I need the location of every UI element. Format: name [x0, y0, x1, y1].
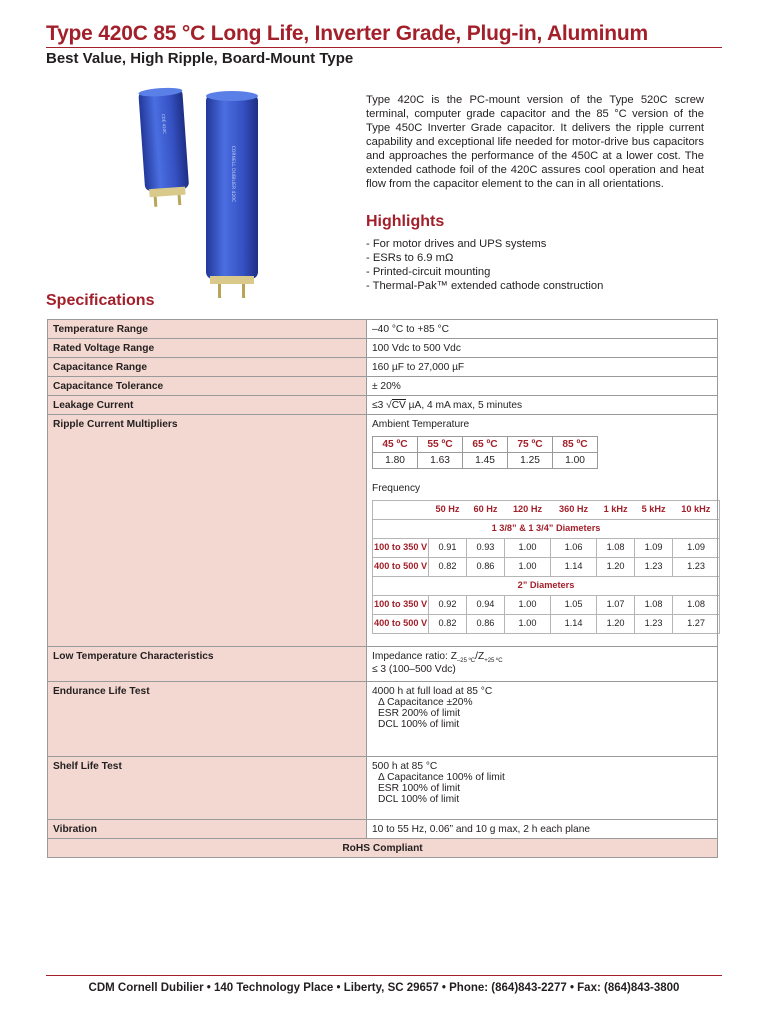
freq-cell: 1.14: [551, 615, 597, 634]
highlight-item: - Thermal-Pak™ extended cathode construction: [366, 280, 604, 292]
endurance-line: DCL 100% of limit: [378, 719, 460, 731]
svg-text:CDE 420C: CDE 420C: [160, 113, 168, 135]
ambient-value: 1.63: [418, 453, 463, 469]
highlight-item: - Printed-circuit mounting: [366, 266, 491, 278]
leakage-suffix: µA, 4 mA max, 5 minutes: [405, 400, 523, 411]
ambient-value: 1.00: [553, 453, 598, 469]
spec-row: [48, 757, 718, 820]
shelf-line: Δ Capacitance 100% of limit: [378, 772, 505, 784]
ambient-header: 45 ºC: [373, 437, 418, 453]
freq-header: 120 Hz: [504, 501, 550, 520]
freq-cell: 1.08: [673, 596, 720, 615]
freq-cell: 1.09: [673, 539, 720, 558]
ambient-header: 75 ºC: [508, 437, 553, 453]
frequency-label: Frequency: [372, 483, 421, 494]
freq-cell: 1.27: [673, 615, 720, 634]
freq-header: 60 Hz: [466, 501, 504, 520]
spec-value: [367, 415, 718, 647]
freq-cell: 0.91: [429, 539, 467, 558]
leakage-prefix: ≤3: [372, 400, 387, 411]
freq-header: 10 kHz: [673, 501, 720, 520]
spec-row: [48, 396, 718, 415]
freq-section-heading: 2” Diameters: [373, 577, 720, 596]
endurance-line: Δ Capacitance ±20%: [378, 697, 473, 709]
footer-contact: CDM Cornell Dubilier • 140 Technology Place • Liberty, SC 29657 • Phone: (864)843-2277 • Fax: (864)843-3800: [88, 982, 680, 994]
freq-cell: 0.86: [466, 615, 504, 634]
freq-cell: 1.00: [504, 596, 550, 615]
spec-label: Ripple Current Multipliers: [48, 415, 367, 647]
spec-value: [367, 396, 718, 415]
footer-divider: [46, 975, 722, 976]
spec-label: Capacitance Tolerance: [48, 377, 367, 396]
freq-cell: 1.08: [597, 539, 635, 558]
freq-corner: [373, 501, 429, 520]
specifications-table: [47, 319, 718, 858]
ambient-header: 85 ºC: [553, 437, 598, 453]
spec-value: [367, 647, 718, 682]
spec-value: [367, 757, 718, 820]
specifications-heading: Specifications: [46, 292, 155, 309]
intro-paragraph: Type 420C is the PC-mount version of the Type 520C screw terminal, computer grade capacitor and the 85 °C version of the Type 450C Inverter Grade capacitor. It delivers the ripple current capability and exceptional life needed for motor-drive bus capacitors and approaches the performance of the 450C at a lower cost. The extended cathode foil of the 420C assures cool operation and heat flow from the capacitor element to the can in all orientations.: [366, 94, 704, 190]
spec-value: –40 °C to +85 °C: [367, 320, 718, 339]
spec-label: Endurance Life Test: [48, 682, 367, 757]
freq-header: 1 kHz: [597, 501, 635, 520]
freq-cell: 1.05: [551, 596, 597, 615]
ambient-value: 1.25: [508, 453, 553, 469]
freq-cell: 1.09: [635, 539, 673, 558]
svg-text:CORNELL DUBILIER 420C: CORNELL DUBILIER 420C: [230, 145, 235, 203]
impedance-sub1: –25 ºC: [456, 658, 476, 665]
impedance-sub2: +25 ºC: [484, 658, 503, 665]
shelf-line: 500 h at 85 °C: [372, 761, 438, 773]
capacitor-photo: [134, 84, 264, 304]
freq-row-label: 100 to 350 V: [373, 539, 429, 558]
impedance-limit: ≤ 3 (100–500 Vdc): [372, 664, 456, 676]
spec-label: Rated Voltage Range: [48, 339, 367, 358]
freq-cell: 0.94: [466, 596, 504, 615]
spec-value: 100 Vdc to 500 Vdc: [367, 339, 718, 358]
freq-header: 50 Hz: [429, 501, 467, 520]
highlights-list: [366, 237, 603, 293]
freq-row-label: 400 to 500 V: [373, 558, 429, 577]
freq-section-heading: 1 3/8” & 1 3/4” Diameters: [373, 520, 720, 539]
spec-label: Shelf Life Test: [48, 757, 367, 820]
freq-cell: 1.07: [597, 596, 635, 615]
spec-label: Vibration: [48, 820, 367, 839]
spec-row: [48, 377, 718, 396]
page-subtitle: Best Value, High Ripple, Board-Mount Type: [46, 50, 354, 67]
spec-value: 160 µF to 27,000 µF: [367, 358, 718, 377]
impedance-slash: /Z: [475, 651, 485, 662]
ambient-value: 1.45: [463, 453, 508, 469]
freq-cell: 1.23: [635, 558, 673, 577]
endurance-line: ESR 200% of limit: [378, 708, 461, 720]
ambient-value: 1.80: [373, 453, 418, 469]
spec-label: Low Temperature Characteristics: [48, 647, 367, 682]
freq-row-label: 400 to 500 V: [373, 615, 429, 634]
freq-cell: 1.00: [504, 539, 550, 558]
shelf-line: DCL 100% of limit: [378, 794, 460, 806]
impedance-prefix: Impedance ratio: Z: [372, 651, 457, 662]
freq-header: 360 Hz: [551, 501, 597, 520]
ambient-header: 65 ºC: [463, 437, 508, 453]
highlights-heading: Highlights: [366, 213, 445, 230]
spec-label: Temperature Range: [48, 320, 367, 339]
leakage-radical: CV: [391, 400, 406, 411]
freq-cell: 1.23: [635, 615, 673, 634]
highlight-item: - ESRs to 6.9 mΩ: [366, 252, 454, 264]
freq-header: 5 kHz: [635, 501, 673, 520]
spec-value: 10 to 55 Hz, 0.06” and 10 g max, 2 h each plane: [367, 820, 718, 839]
spec-label: Leakage Current: [48, 396, 367, 415]
endurance-line: 4000 h at full load at 85 °C: [372, 686, 493, 698]
freq-cell: 1.00: [504, 615, 550, 634]
spec-row: [48, 647, 718, 682]
spec-label: Capacitance Range: [48, 358, 367, 377]
freq-cell: 0.86: [466, 558, 504, 577]
spec-value: [367, 682, 718, 757]
freq-cell: 1.20: [597, 615, 635, 634]
freq-cell: 0.82: [429, 558, 467, 577]
freq-cell: 1.08: [635, 596, 673, 615]
sqrt-symbol: √: [386, 400, 392, 411]
freq-cell: 0.93: [466, 539, 504, 558]
impedance-ratio: [372, 651, 712, 664]
spec-row: [48, 358, 718, 377]
freq-cell: 1.14: [551, 558, 597, 577]
spec-row: [48, 682, 718, 757]
title-divider: [46, 47, 722, 48]
freq-cell: 1.00: [504, 558, 550, 577]
spec-value: ± 20%: [367, 377, 718, 396]
freq-cell: 1.20: [597, 558, 635, 577]
freq-cell: 0.92: [429, 596, 467, 615]
freq-cell: 1.23: [673, 558, 720, 577]
page-title: Type 420C 85 °C Long Life, Inverter Grade, Plug-in, Aluminum: [46, 22, 649, 45]
ambient-label: Ambient Temperature: [372, 419, 470, 430]
spec-row: [48, 320, 718, 339]
ambient-header: 55 ºC: [418, 437, 463, 453]
shelf-line: ESR 100% of limit: [378, 783, 461, 795]
freq-cell: 1.06: [551, 539, 597, 558]
spec-row: [48, 839, 718, 858]
ambient-temp-table: [372, 436, 598, 469]
freq-row-label: 100 to 350 V: [373, 596, 429, 615]
spec-row: [48, 415, 718, 647]
highlight-item: - For motor drives and UPS systems: [366, 238, 547, 250]
spec-row: [48, 339, 718, 358]
frequency-table: [372, 500, 720, 634]
rohs-compliant: RoHS Compliant: [48, 839, 718, 858]
spec-row: [48, 820, 718, 839]
freq-cell: 0.82: [429, 615, 467, 634]
